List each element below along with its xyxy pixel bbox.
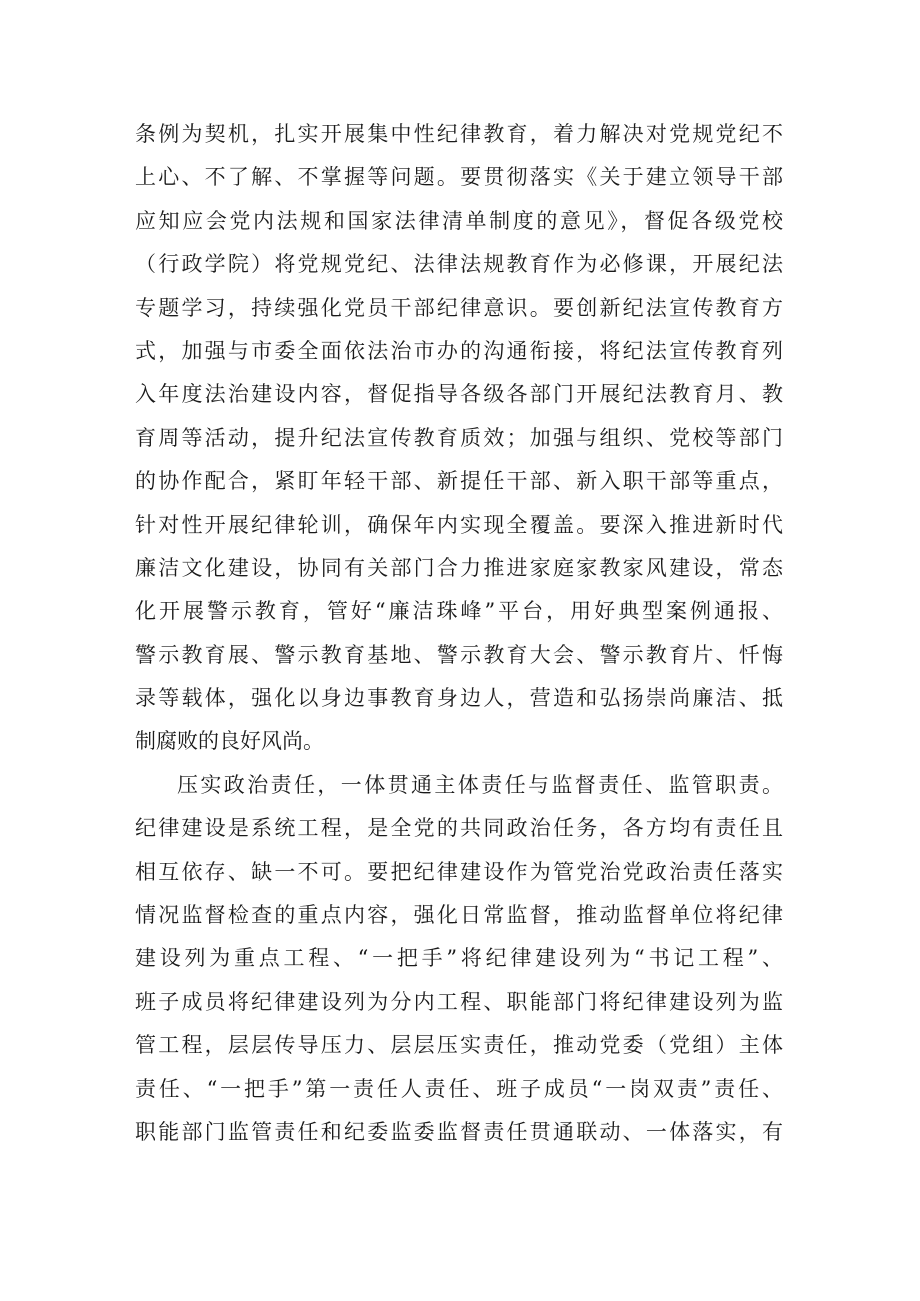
text-line: 针对性开展纪律轮训，确保年内实现全覆盖。要深入推进新时代 bbox=[135, 512, 783, 537]
body-text bbox=[135, 113, 783, 1154]
text-line: 育周等活动，提升纪法宣传教育质效；加强与组织、党校等部门 bbox=[135, 425, 783, 450]
text-line: 录等载体，强化以身边事教育身边人，营造和弘扬崇尚廉洁、抵 bbox=[135, 686, 783, 711]
text-line: 上心、不了解、不掌握等问题。要贯彻落实《关于建立领导干部 bbox=[135, 165, 783, 190]
text-line: 纪律建设是系统工程，是全党的共同政治任务，各方均有责任且 bbox=[135, 816, 783, 841]
text-line: 专题学习，持续强化党员干部纪律意识。要创新纪法宣传教育方 bbox=[135, 295, 783, 320]
text-line: 建设列为重点工程、“一把手”将纪律建设列为“书记工程”、 bbox=[135, 946, 783, 971]
text-line: 应知应会党内法规和国家法律清单制度的意见》，督促各级党校 bbox=[135, 208, 783, 233]
text-line: 职能部门监管责任和纪委监委监督责任贯通联动、一体落实，有 bbox=[135, 1119, 783, 1144]
text-line: 管工程，层层传导压力、层层压实责任，推动党委（党组）主体 bbox=[135, 1033, 783, 1058]
text-line: 情况监督检查的重点内容，强化日常监督，推动监督单位将纪律 bbox=[135, 903, 783, 928]
paragraph-end-line: 制腐败的良好风尚。 bbox=[135, 729, 324, 754]
paragraph-heading-line: 压实政治责任，一体贯通主体责任与监督责任、监管职责。 bbox=[177, 772, 783, 797]
text-line: 班子成员将纪律建设列为分内工程、职能部门将纪律建设列为监 bbox=[135, 989, 783, 1014]
text-line: 警示教育展、警示教育基地、警示教育大会、警示教育片、忏悔 bbox=[135, 642, 783, 667]
text-line: 入年度法治建设内容，督促指导各级各部门开展纪法教育月、教 bbox=[135, 382, 783, 407]
text-line: 条例为契机，扎实开展集中性纪律教育，着力解决对党规党纪不 bbox=[135, 122, 783, 146]
text-line: 的协作配合，紧盯年轻干部、新提任干部、新入职干部等重点， bbox=[135, 469, 783, 494]
text-line: （行政学院）将党规党纪、法律法规教育作为必修课，开展纪法 bbox=[135, 252, 783, 277]
text-line: 式，加强与市委全面依法治市办的沟通衔接，将纪法宣传教育列 bbox=[135, 338, 783, 363]
text-line: 化开展警示教育，管好“廉洁珠峰”平台，用好典型案例通报、 bbox=[135, 599, 783, 624]
text-line: 责任、“一把手”第一责任人责任、班子成员“一岗双责”责任、 bbox=[135, 1076, 783, 1101]
text-line: 廉洁文化建设，协同有关部门合力推进家庭家教家风建设，常态 bbox=[135, 555, 783, 580]
text-line: 相互依存、缺一不可。要把纪律建设作为管党治党政治责任落实 bbox=[135, 859, 783, 884]
